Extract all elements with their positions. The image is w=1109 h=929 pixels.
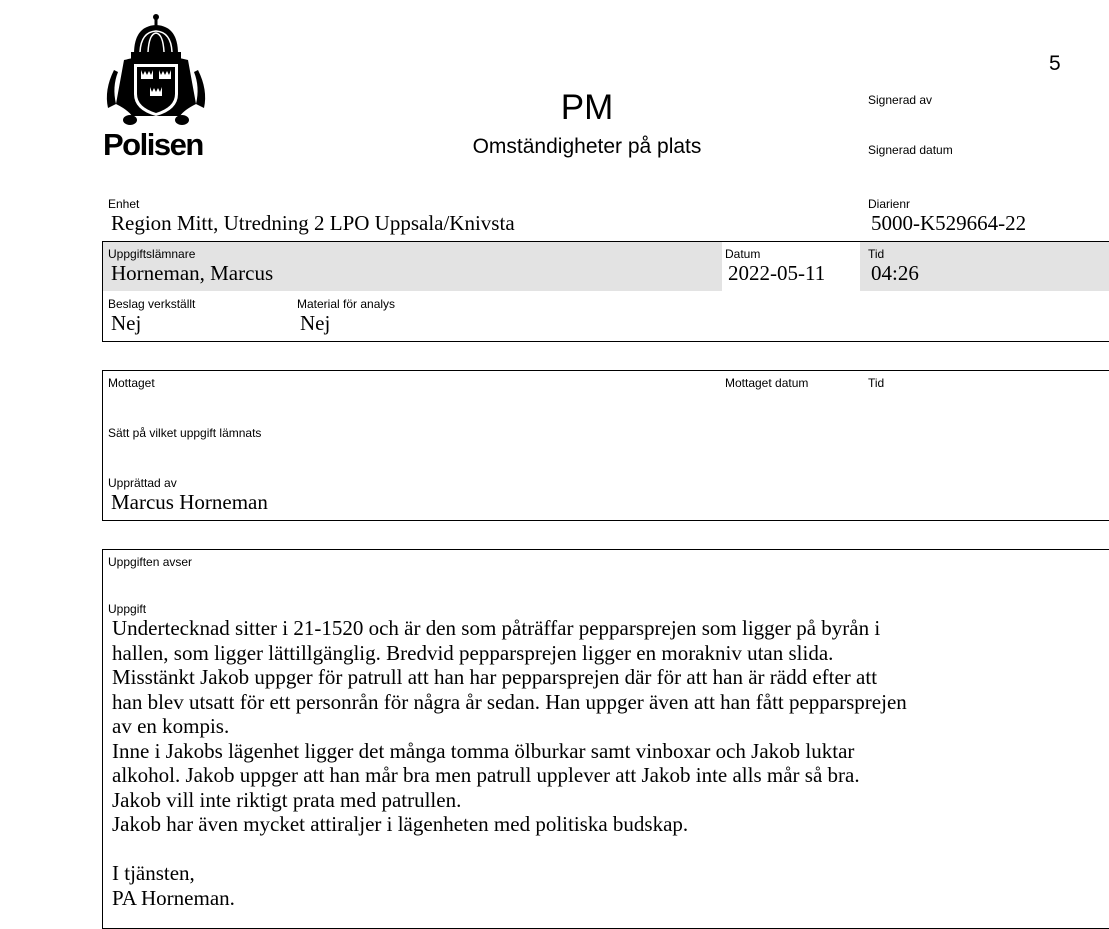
informant-value: Horneman, Marcus [111,261,274,285]
received-time-label: Tid [868,376,885,390]
info-label: Uppgift [108,602,147,616]
material-value: Nej [300,311,331,335]
method-label: Sätt på vilket uppgift lämnats [108,426,262,440]
date-value: 2022-05-11 [728,261,826,285]
unit-value: Region Mitt, Utredning 2 LPO Uppsala/Knivsta [111,211,515,235]
time-label: Tid [868,247,885,261]
regarding-label: Uppgiften avser [108,555,193,569]
prepared-by-label: Upprättad av [108,476,177,490]
informant-label: Uppgiftslämnare [108,247,196,261]
police-crest-icon [104,12,209,127]
unit-label: Enhet [108,197,140,211]
page-subtitle: Omständigheter på plats [472,135,702,158]
diary-value: 5000-K529664-22 [871,211,1027,235]
signed-date-label: Signerad datum [868,143,953,157]
date-label: Datum [725,247,761,261]
seizure-value: Nej [111,311,142,335]
seizure-label: Beslag verkställt [108,297,196,311]
received-label: Mottaget [108,376,155,390]
page-number: 5 [1049,52,1061,75]
info-text: Undertecknad sitter i 21-1520 och är den som påträffar pepparsprejen som ligger på byrån i hallen, som ligger lättillgänglig. Bredvid pepparsprejen ligger en morakniv utan slida. Misstänkt Jakob uppger för patrull att han har pepparsprejen där för att han är rädd efter att han blev utsatt för ett personrån för några år sedan. Han uppger även att han fått pepparsprejen av en kompis. Inne i Jakobs lägenhet ligger det många tomma ölburkar samt vinboxar och Jakob luktar alkohol. Jakob uppger att han mår bra men patrull upplever att Jakob inte alls mår så bra. Jakob vill inte riktigt prata med patrullen. Jakob har även mycket attiraljer i lägenheten med politiska budskap. I tjänsten, PA Horneman. [112,616,907,910]
page-title: PM [560,88,614,127]
diary-label: Diarienr [868,197,911,211]
logo-text: Polisen [103,127,203,162]
material-label: Material för analys [297,297,396,311]
signed-by-label: Signerad av [868,93,933,107]
time-value: 04:26 [871,261,919,285]
prepared-by-value: Marcus Horneman [111,490,268,514]
received-date-label: Mottaget datum [725,376,809,390]
